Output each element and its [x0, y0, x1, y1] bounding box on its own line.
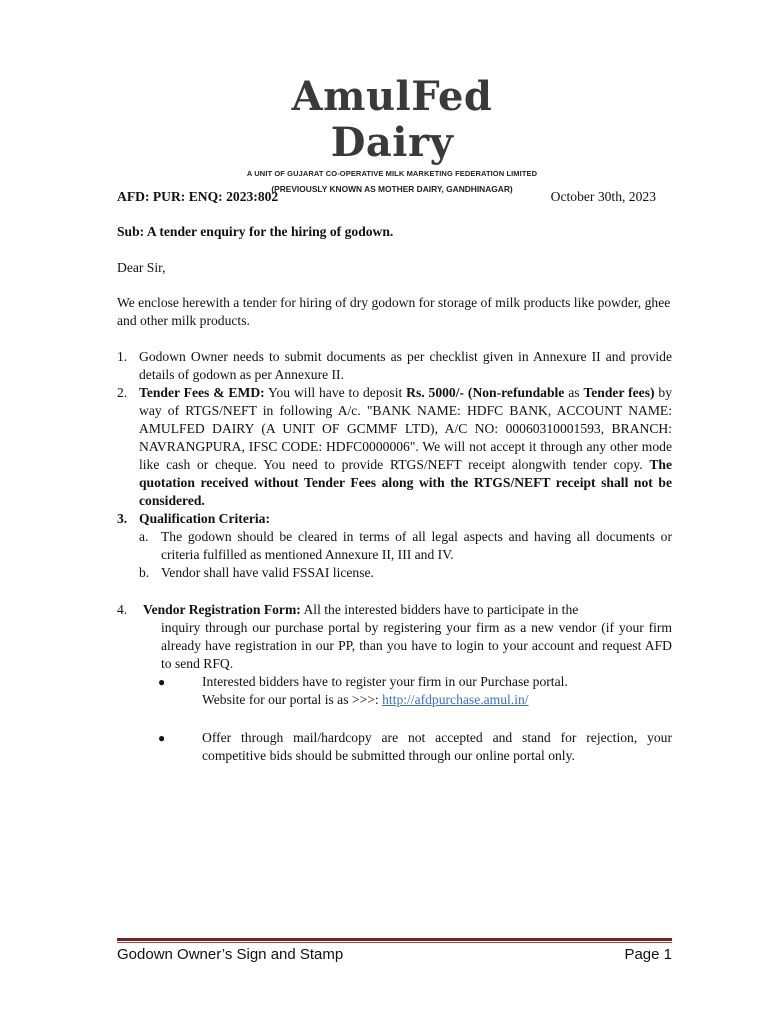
bullet-icon: ●	[158, 675, 166, 689]
item-number: 4.	[117, 602, 128, 617]
bullet-line	[202, 691, 672, 709]
item-text: Godown Owner needs to submit documents as per checklist given in Annexure II and provide details of godown as per Annexure II.	[139, 349, 672, 382]
item-heading: Qualification Criteria:	[139, 511, 270, 526]
sub-item-a	[139, 528, 672, 564]
bullet-item-1	[158, 673, 672, 709]
footer-divider	[117, 938, 672, 941]
company-tagline: A UNIT OF GUJARAT CO-OPERATIVE MILK MARKETING FEDERATION LIMITED	[246, 169, 538, 178]
sub-item-text: Vendor shall have valid FSSAI license.	[161, 565, 374, 580]
bullet-icon: ●	[158, 731, 166, 745]
item-text	[117, 601, 672, 619]
list-item-1	[117, 348, 672, 384]
tender-fees-note: Tender fees)	[583, 385, 655, 400]
subject-line: Sub: A tender enquiry for the hiring of godown.	[117, 224, 394, 239]
fee-amount: Rs. 5000/- (Non-refundable	[406, 385, 565, 400]
bullet-text	[202, 673, 672, 709]
reference-number: AFD: PUR: ENQ: 2023:802	[117, 189, 279, 204]
item-number: 1.	[117, 349, 128, 364]
bullet-line: Interested bidders have to register your firm in our Purchase portal.	[202, 674, 568, 689]
letter-date: October 30th, 2023	[550, 189, 656, 204]
intro-paragraph: We enclose herewith a tender for hiring of dry godown for storage of milk products like powder, ghee and other milk products.	[117, 295, 671, 328]
letterhead	[232, 74, 552, 194]
tender-fees-label: Tender Fees & EMD:	[139, 385, 265, 400]
bank-details: by way of RTGS/NEFT in following A/c. "BANK NAME: HDFC BANK, ACCOUNT NAME: AMULFED DAIRY (A UNIT OF GCMMF LTD), A/C NO: 00060310001593, BRANCH: NAVRANGPURA, IFSC CODE: HDFC0000006". We will not accept it through any other mode like cash or cheque. You need to provide RTGS/NEFT receipt alongwith tender copy.	[139, 385, 673, 472]
page-number: Page 1	[624, 946, 672, 963]
bullet-item-2	[158, 729, 672, 765]
item-number: 3.	[117, 511, 128, 526]
list-item-2	[117, 384, 672, 510]
registration-label: Vendor Registration Form:	[143, 602, 301, 617]
former-name: (PREVIOUSLY KNOWN AS MOTHER DAIRY, GANDHINAGAR)	[271, 184, 513, 194]
text-run: as	[564, 385, 584, 400]
sub-item-text: The godown should be cleared in terms of all legal aspects and having all documents or criteria fulfilled as mentioned Annexure II, III and IV.	[161, 529, 672, 562]
rejection-warning: The quotation received without Tender Fees along with the RTGS/NEFT receipt shall not be considered.	[139, 457, 672, 508]
salutation: Dear Sir,	[117, 260, 166, 275]
bullet-text: Offer through mail/hardcopy are not accepted and stand for rejection, your competitive bids should be submitted through our online portal only.	[202, 730, 672, 763]
portal-link[interactable]: http://afdpurchase.amul.in/	[382, 692, 529, 707]
signature-label: Godown Owner’s Sign and Stamp	[117, 946, 344, 963]
list-item-4	[117, 601, 672, 673]
sub-item-letter: a.	[139, 529, 149, 544]
portal-label: Website for our portal is as >>>:	[202, 692, 383, 707]
text-run: You will have to deposit	[264, 385, 407, 400]
item-text-continued: inquiry through our purchase portal by registering your firm as a new vendor (if your firm already have registration in our PP, than you have to login to your account and request AFD to send RFQ.	[161, 620, 672, 671]
item-number: 2.	[117, 385, 128, 400]
footer-divider-thin	[117, 942, 672, 943]
list-item-3	[117, 510, 672, 528]
sub-item-b	[139, 564, 672, 582]
item-text	[139, 384, 672, 510]
text-run: All the interested bidders have to participate in the	[300, 602, 579, 617]
sub-item-letter: b.	[139, 565, 150, 580]
company-logo: AmulFed Dairy	[291, 73, 493, 166]
